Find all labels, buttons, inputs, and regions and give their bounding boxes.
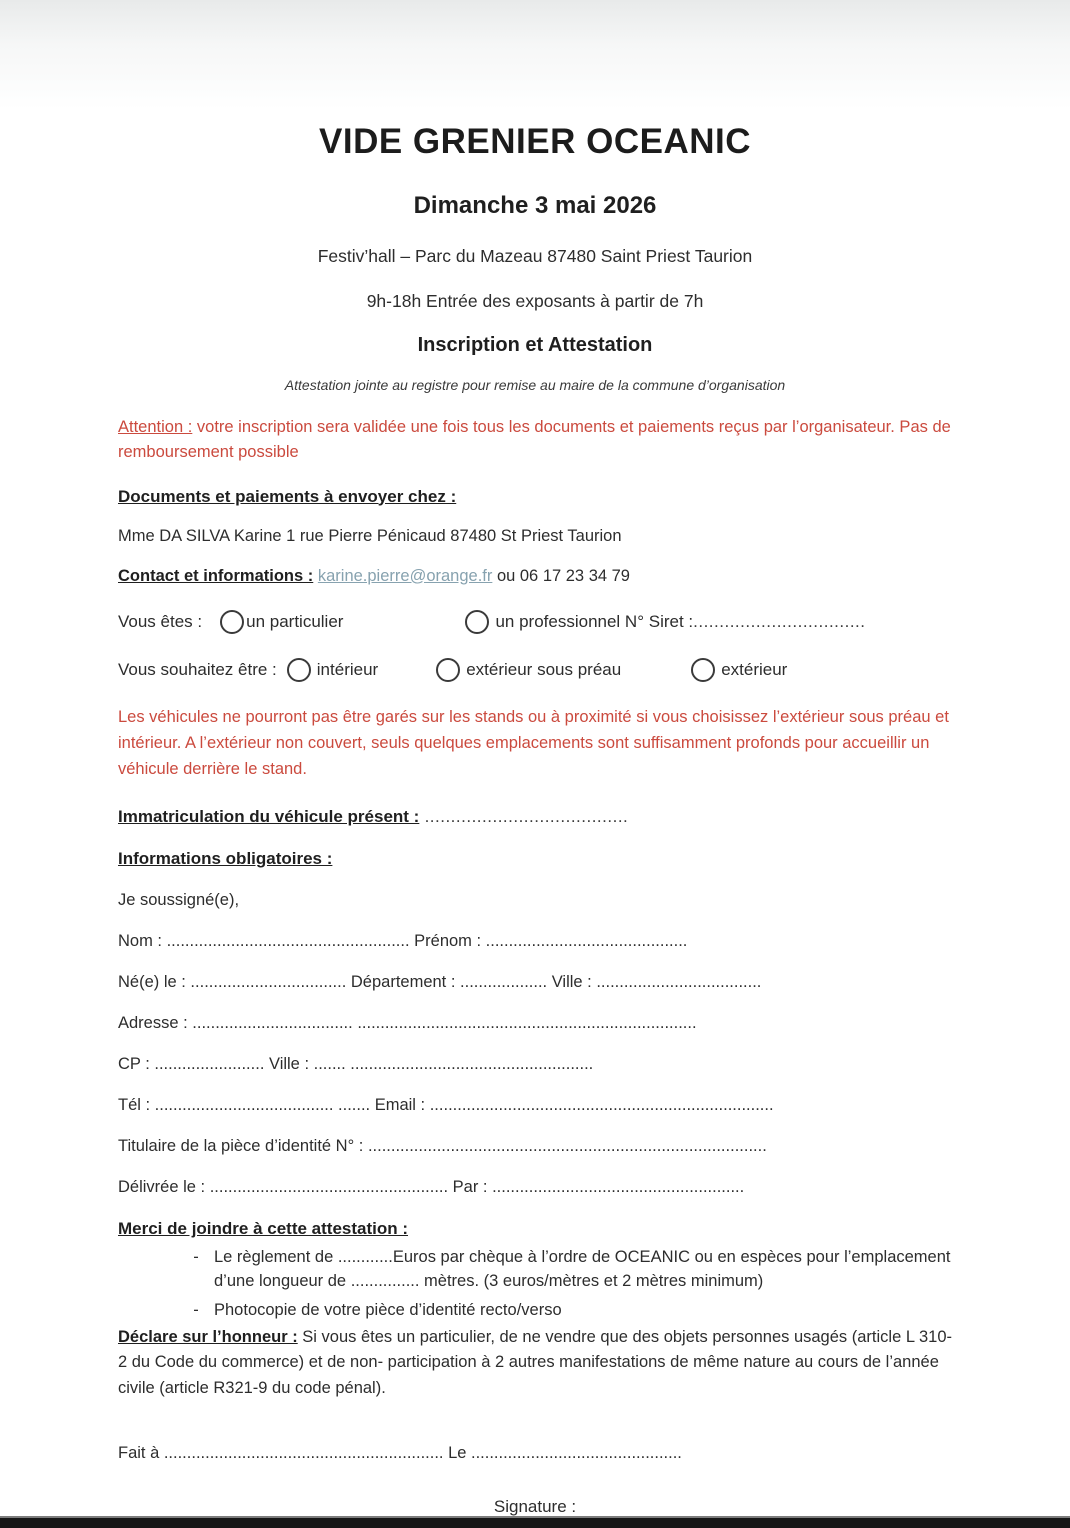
wish-label: Vous souhaitez être : — [118, 659, 277, 679]
mandatory-heading — [118, 849, 952, 869]
declaration-label: Déclare sur l’honneur : — [118, 1327, 298, 1346]
fait-le-line: Fait à ............................................................. Le .............................................. — [118, 1443, 682, 1462]
contact-label: Contact et informations : — [118, 566, 314, 585]
form-subtitle: Inscription et Attestation — [417, 334, 653, 356]
field-delivree-par: Délivrée le : .................................................... Par : ....................................................... — [118, 1177, 745, 1196]
option-exterieur-preau-label: extérieur sous préau — [466, 659, 622, 679]
list-item — [118, 1298, 952, 1323]
declaration-paragraph — [118, 1325, 952, 1402]
registration-line — [118, 807, 952, 827]
option-particulier-label: un particulier — [246, 611, 344, 631]
registration-label: Immatriculation du véhicule présent : — [118, 806, 420, 826]
field-tel-email: Tél : ....................................... ....... Email : ........................................................................... — [118, 1095, 774, 1114]
radio-professionnel[interactable] — [465, 610, 489, 634]
wish-row — [118, 658, 952, 682]
dash-bullet-icon: - — [193, 1247, 199, 1266]
mandatory-label: Informations obligatoires : — [118, 848, 333, 868]
field-adresse: Adresse : ................................... .......................................................................... — [118, 1013, 697, 1032]
attach-heading — [118, 1219, 952, 1239]
signature-label: Signature : — [493, 1496, 577, 1516]
event-date: Dimanche 3 mai 2026 — [413, 192, 657, 219]
attention-label: Attention : — [118, 418, 193, 436]
contact-phone: ou 06 17 23 34 79 — [492, 566, 630, 585]
registration-dotted-field: ....................................... — [419, 806, 629, 826]
attach-item-photocopy: Photocopie de votre pièce d’identité recto/verso — [214, 1301, 562, 1320]
event-hours: 9h-18h Entrée des exposants à partir de 7h — [366, 291, 704, 311]
form-fields — [118, 891, 952, 1197]
you-are-label: Vous êtes : — [118, 611, 203, 631]
radio-interieur[interactable] — [287, 658, 311, 682]
option-professionnel-label: un professionnel N° Siret : — [495, 611, 694, 631]
radio-particulier[interactable] — [220, 610, 244, 634]
radio-exterieur-preau[interactable] — [436, 658, 460, 682]
you-are-row — [118, 610, 952, 634]
vehicle-warning: Les véhicules ne pourront pas être garés sur les stands ou à proximité si vous choisissez l’extérieur sous préau et intérieur. A l’extérieur non couvert, seuls quelques emplacements sont suffisamment profonds pour accueillir un véhicule derrière le stand. — [118, 707, 949, 779]
dash-bullet-icon: - — [193, 1301, 199, 1320]
send-to-label: Documents et paiements à envoyer chez : — [118, 486, 457, 506]
event-venue: Festiv’hall – Parc du Mazeau 87480 Saint Priest Taurion — [317, 246, 753, 266]
attach-label: Merci de joindre à cette attestation : — [118, 1218, 409, 1238]
field-naissance: Né(e) le : .................................. Département : ................... Ville : .................................... — [118, 972, 762, 991]
option-interieur-label: intérieur — [316, 659, 379, 679]
attention-paragraph — [118, 415, 952, 465]
attach-item-payment: Le règlement de ............Euros par chèque à l’ordre de OCEANIC ou en espèces pour l’emplacement d’une longueur de ............... mètres. (3 euros/mètres et 2 mètres minimum) — [214, 1247, 951, 1291]
field-cp-ville: CP : ........................ Ville : ....... ..................................................... — [118, 1054, 594, 1073]
email-link[interactable]: karine.pierre@orange.fr — [317, 566, 493, 585]
attach-list — [118, 1245, 952, 1323]
siret-dotted-field: ................................. — [693, 611, 866, 631]
registry-note: Attestation jointe au registre pour remise au maire de la commune d’organisation — [284, 377, 786, 393]
send-to-heading — [118, 487, 952, 507]
field-piece-identite: Titulaire de la pièce d’identité N° : ....................................................................................... — [118, 1136, 767, 1155]
send-to-address: Mme DA SILVA Karine 1 rue Pierre Pénicaud 87480 St Priest Taurion — [118, 526, 622, 545]
scan-bottom-edge — [0, 1516, 1070, 1528]
declaration-text: Si vous êtes un particulier, de ne vendre que des objets personnes usagés (article L 310-2 du Code du commerce) et de non- participation à 2 autres manifestations de même nature au cours de l’année civile (article R321-9 du code pénal). — [118, 1327, 953, 1398]
attention-text: votre inscription sera validée une fois tous les documents et paiements reçus par l’organisateur. Pas de remboursement possible — [118, 418, 951, 461]
field-intro: Je soussigné(e), — [118, 890, 240, 909]
radio-exterieur[interactable] — [691, 658, 715, 682]
page-title: VIDE GRENIER OCEANIC — [319, 122, 751, 161]
contact-line — [118, 567, 952, 586]
list-item — [118, 1245, 952, 1295]
field-nom-prenom: Nom : ..................................................... Prénom : ............................................ — [118, 931, 688, 950]
option-exterieur-label: extérieur — [721, 659, 788, 679]
